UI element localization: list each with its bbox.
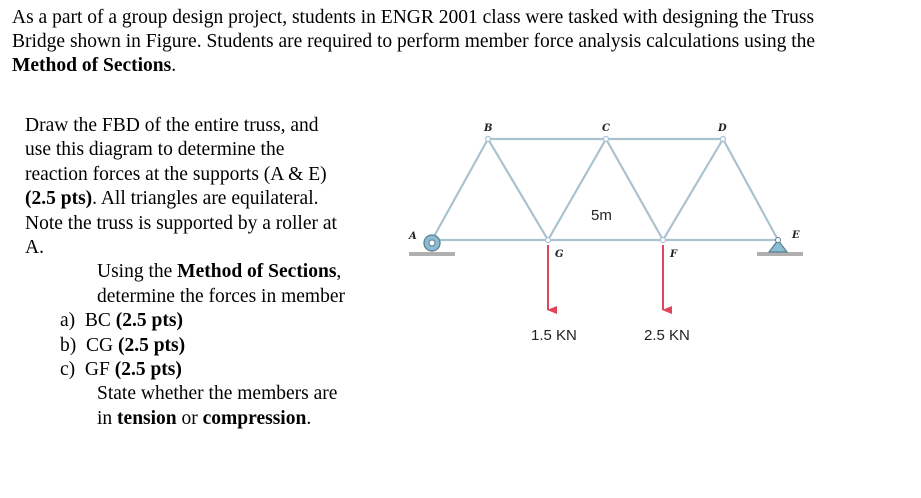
member-cf [606,139,663,240]
ground-left [409,252,455,256]
member-bg [488,139,548,240]
roller-support-a [424,235,440,251]
truss-joints [486,137,726,243]
question-2: Using the Method of Sections, determine the forces in member [97,261,345,307]
member-list-item: b) CG (2.5 pts) [60,334,186,356]
node-label-f: F [670,249,678,260]
member-ab [432,139,488,240]
intro-paragraph [12,6,912,78]
question-1: Draw the FBD of the entire truss, and use this diagram to determine the reaction forces at the supports (A & E) (2.5 pts). All triangles are equilateral. Note the truss is supported by a roller at A. [25,115,337,259]
truss-members [432,139,778,240]
node-label-c: C [602,123,610,134]
node-label-g: G [555,249,564,260]
member-de [723,139,778,240]
intro-line-1: As a part of a group design project, students in ENGR 2001 class were tasked with designing the Truss [12,7,815,28]
truss-bridge-figure [395,112,815,352]
intro-line-3: Method of Sections. [12,55,177,76]
tension-compression-note: State whether the members are in tension or compression. [97,383,338,429]
node-label-a: A [409,231,417,242]
node-label-d: D [718,123,727,134]
load-arrows [548,245,663,310]
member-list-item: a) BC (2.5 pts) [60,310,183,332]
method-of-sections-emphasis: Method of Sections [12,55,172,76]
intro-line-2: Bridge shown in Figure. Students are required to perform member force analysis calculations using the [12,31,816,52]
instructions [25,114,345,431]
member-cg [548,139,606,240]
member-list [60,309,345,382]
load-label-g: 1.5 KN [531,327,577,344]
node-label-b: B [484,123,493,134]
dimension-label: 5m [591,207,612,224]
node-label-e: E [792,230,800,241]
member-df [663,139,723,240]
member-list-item: c) GF (2.5 pts) [60,359,182,381]
load-label-f: 2.5 KN [644,327,690,344]
